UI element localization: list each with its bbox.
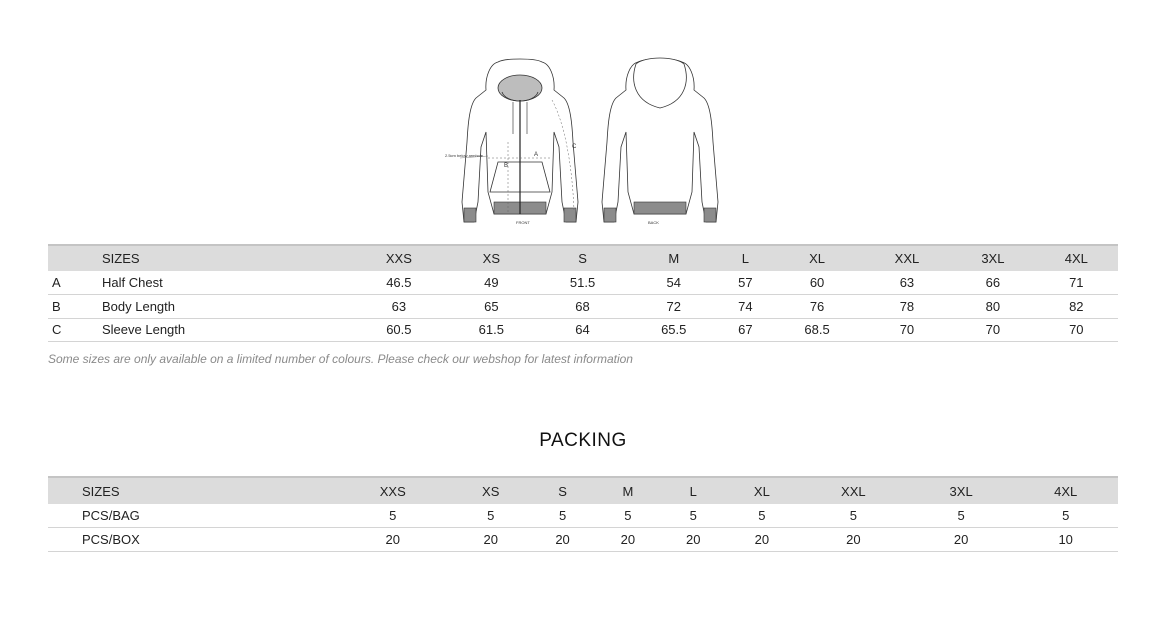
packing-sizes-header: SIZES — [48, 477, 334, 504]
table-cell: 78 — [899, 298, 915, 314]
table-cell: 74 — [738, 298, 753, 314]
table-row — [48, 504, 1118, 528]
table-cell: 20 — [483, 531, 498, 547]
size-header-l: L — [719, 245, 771, 271]
row-label: Half Chest — [102, 275, 163, 290]
table-row — [48, 318, 1118, 342]
size-header-xxl: XXL — [863, 245, 952, 271]
table-cell: 20 — [555, 531, 570, 547]
table-cell: 5 — [558, 508, 567, 523]
hoodie-illustration — [440, 52, 720, 232]
marker-a-text: A — [534, 152, 539, 158]
row-letter: B — [52, 298, 61, 314]
header-spacer — [48, 245, 102, 271]
packing-header-m: M — [595, 477, 660, 504]
table-cell: 5 — [689, 508, 697, 523]
packing-header-xl: XL — [726, 477, 798, 504]
table-cell: 76 — [809, 298, 825, 314]
packing-title: PACKING — [539, 430, 627, 451]
packing-header-xs: XS — [452, 477, 530, 504]
table-cell: 46.5 — [386, 275, 412, 290]
table-cell: 70 — [899, 322, 915, 338]
table-cell: 49 — [484, 275, 499, 290]
packing-header-l: L — [661, 477, 726, 504]
table-cell: 82 — [1069, 298, 1084, 314]
table-cell: 5 — [758, 508, 766, 523]
packing-header-xxl: XXL — [798, 477, 909, 504]
table-cell: 72 — [666, 298, 681, 314]
size-header-m: M — [628, 245, 719, 271]
table-cell: 61.5 — [478, 322, 504, 338]
table-cell: 68 — [575, 298, 590, 314]
back-label-text: BACK — [648, 220, 659, 225]
marker-b-text: B — [504, 163, 509, 169]
size-header-xxs: XXS — [352, 245, 446, 271]
table-cell: 70 — [985, 322, 1001, 338]
row-label: PCS/BOX — [82, 531, 140, 547]
size-header-3xl: 3XL — [951, 245, 1034, 271]
table-cell: 5 — [389, 508, 397, 523]
table-cell: 80 — [985, 298, 1001, 314]
packing-table — [48, 476, 1118, 552]
table-cell: 20 — [620, 531, 636, 547]
table-cell: 60 — [809, 275, 825, 290]
front-label-text: FRONT — [516, 220, 530, 225]
row-label: Sleeve Length — [102, 322, 186, 338]
table-cell: 54 — [666, 275, 681, 290]
table-cell: 67 — [738, 322, 753, 338]
size-table-header — [48, 245, 1118, 271]
size-header-s: S — [537, 245, 628, 271]
hoodie-diagram — [440, 52, 720, 232]
table-cell: 5 — [1062, 508, 1070, 523]
table-cell: 20 — [686, 531, 701, 547]
packing-header-4xl: 4XL — [1013, 477, 1118, 504]
armhole-note-text: 2.5cm below armhole — [445, 153, 484, 158]
marker-c-text: C — [572, 144, 577, 150]
table-cell: 20 — [754, 531, 770, 547]
table-cell: 65.5 — [661, 322, 687, 338]
availability-note: Some sizes are only available on a limited number of colours. Please check our webshop for latest information — [48, 352, 633, 366]
table-cell: 5 — [487, 508, 495, 523]
table-cell: 63 — [391, 298, 407, 314]
table-cell: 20 — [385, 531, 400, 547]
table-cell: 68.5 — [804, 322, 830, 338]
table-cell: 64 — [575, 322, 590, 338]
packing-header-s: S — [530, 477, 595, 504]
packing-header-3xl: 3XL — [909, 477, 1014, 504]
table-row — [48, 295, 1118, 319]
table-cell: 51.5 — [569, 275, 596, 290]
size-table — [48, 244, 1118, 342]
row-label: PCS/BAG — [82, 508, 140, 523]
packing-header-xxs: XXS — [334, 477, 452, 504]
table-cell: 65 — [484, 298, 499, 314]
size-header-xl: XL — [771, 245, 862, 271]
table-cell: 63 — [899, 275, 915, 290]
table-cell: 66 — [985, 275, 1001, 290]
table-cell: 70 — [1069, 322, 1084, 338]
table-cell: 5 — [957, 508, 965, 523]
row-letter: C — [52, 322, 62, 338]
table-cell: 5 — [624, 508, 632, 523]
table-cell: 5 — [849, 508, 857, 523]
packing-table-header — [48, 477, 1118, 504]
table-cell: 71 — [1069, 275, 1084, 290]
row-letter: A — [52, 275, 61, 290]
table-cell: 60.5 — [386, 322, 412, 338]
table-row — [48, 271, 1118, 295]
table-row — [48, 528, 1118, 552]
table-cell: 10 — [1058, 531, 1073, 547]
size-header-4xl: 4XL — [1035, 245, 1118, 271]
table-cell: 57 — [738, 275, 753, 290]
size-header-xs: XS — [446, 245, 537, 271]
sizes-header: SIZES — [102, 245, 352, 271]
table-cell: 20 — [953, 531, 969, 547]
row-label: Body Length — [102, 298, 176, 314]
table-cell: 20 — [846, 531, 861, 547]
